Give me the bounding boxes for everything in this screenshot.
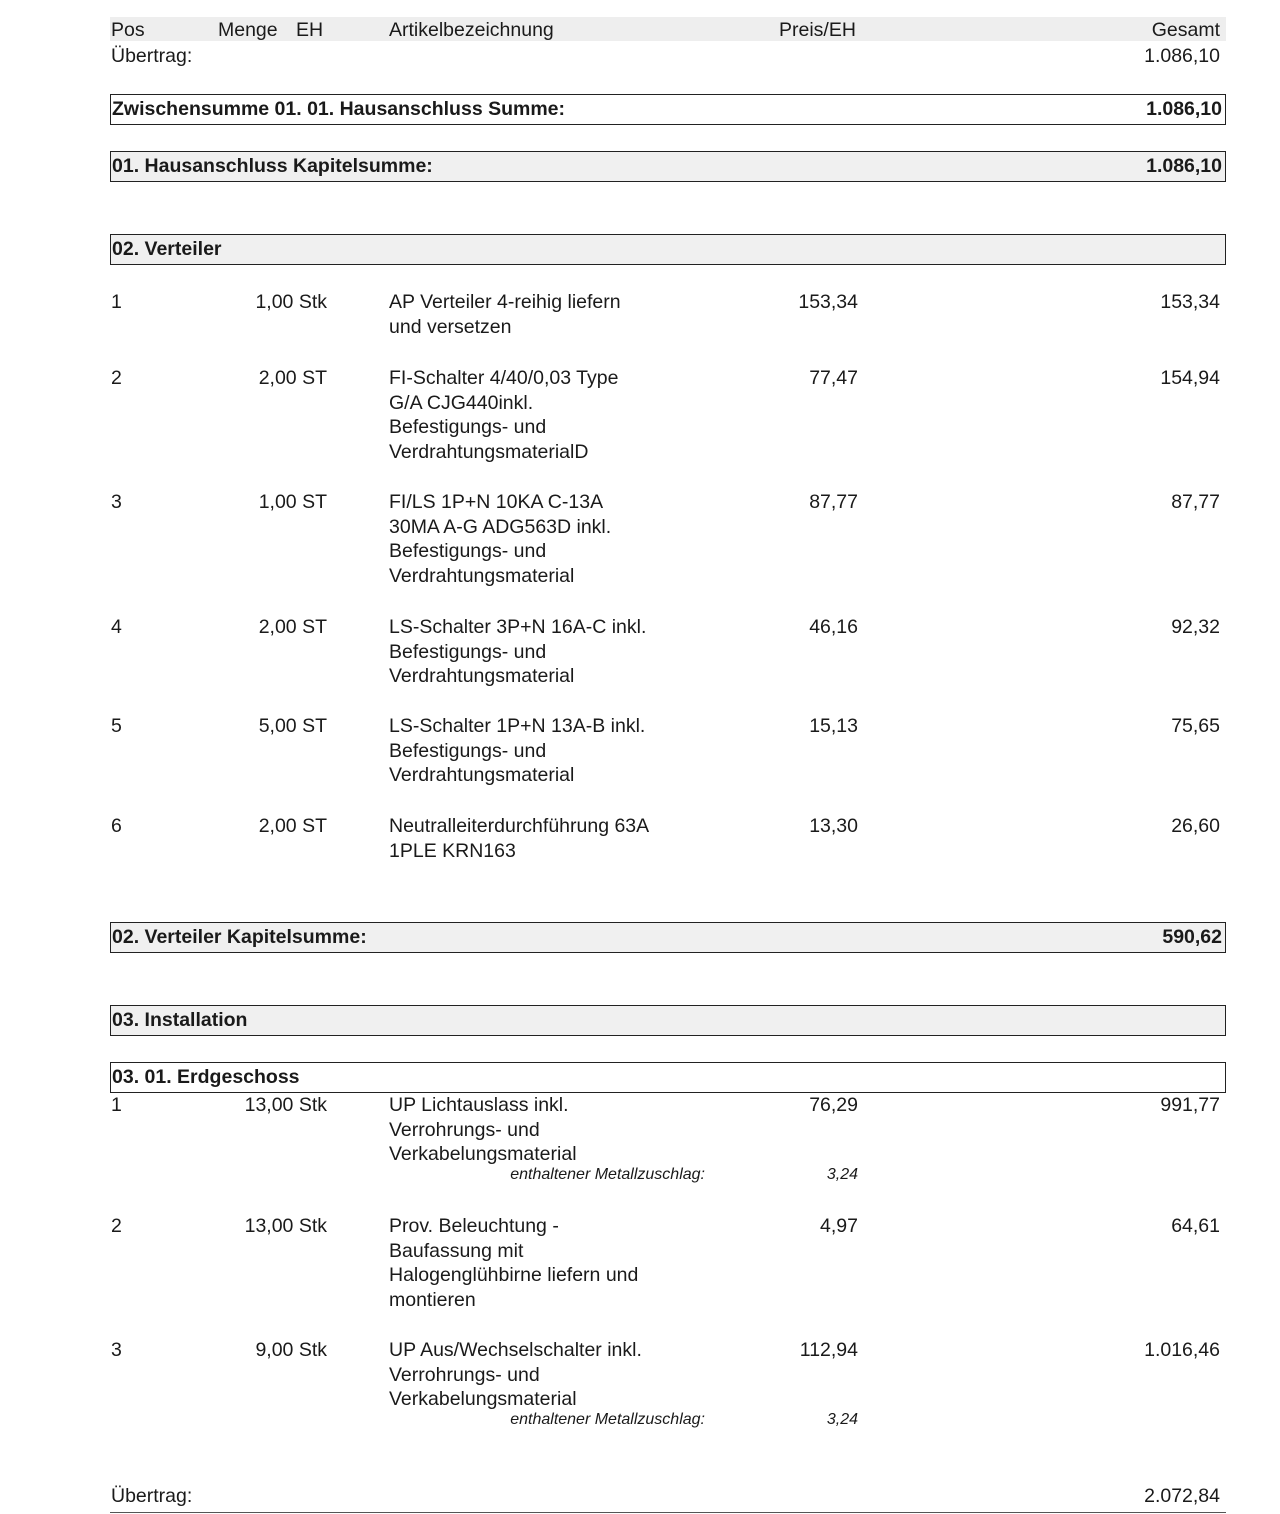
item-desc-line: Neutralleiterdurchführung 63A bbox=[389, 815, 650, 837]
item-desc-line: Verkabelungsmaterial bbox=[389, 1388, 577, 1410]
item-desc-line: Verdrahtungsmaterial bbox=[389, 564, 575, 587]
item-price: 153,34 bbox=[798, 291, 858, 313]
item-qty: 2,00 ST bbox=[258, 367, 327, 389]
item-qty: 1,00 ST bbox=[258, 491, 327, 513]
item-desc-line: 1PLE KRN163 bbox=[389, 839, 516, 862]
item-desc-line: Verrohrungs- und bbox=[389, 1118, 540, 1141]
subchapter-label: 03. 01. Erdgeschoss bbox=[112, 1066, 300, 1088]
metal-surcharge-value: 3,24 bbox=[826, 1165, 858, 1183]
item-desc-line: VerdrahtungsmaterialD bbox=[389, 440, 589, 463]
chapter-01-sum-value: 1.086,10 bbox=[1146, 155, 1222, 177]
item-pos: 5 bbox=[111, 715, 122, 737]
chapter-03-title-label: 03. Installation bbox=[112, 1009, 248, 1031]
item-total: 154,94 bbox=[1160, 367, 1220, 389]
header-artikel: Artikelbezeichnung bbox=[389, 19, 554, 41]
item-pos: 2 bbox=[111, 367, 122, 389]
item-desc-line: FI/LS 1P+N 10KA C-13A bbox=[389, 491, 604, 513]
header-pos: Pos bbox=[111, 19, 145, 41]
carry-out-value: 2.072,84 bbox=[1144, 1485, 1220, 1507]
item-desc-line: Verrohrungs- und bbox=[389, 1363, 540, 1386]
item-price: 13,30 bbox=[809, 815, 858, 837]
subchapter-erdgeschoss bbox=[110, 1062, 1226, 1093]
chapter-01-sum-label: 01. Hausanschluss Kapitelsumme: bbox=[112, 155, 433, 177]
item-price: 112,94 bbox=[799, 1339, 858, 1361]
carry-out-label: Übertrag: bbox=[111, 1485, 193, 1507]
chapter-02-sum-value: 590,62 bbox=[1162, 926, 1222, 948]
item-qty: 5,00 ST bbox=[258, 715, 327, 737]
item-total: 1.016,46 bbox=[1144, 1339, 1220, 1361]
metal-surcharge-label: enthaltener Metallzuschlag: bbox=[510, 1410, 705, 1428]
item-price: 15,13 bbox=[809, 715, 858, 737]
chapter-02-title-label: 02. Verteiler bbox=[112, 238, 222, 260]
item-price: 46,16 bbox=[809, 616, 858, 638]
item-desc-line: Verdrahtungsmaterial bbox=[389, 764, 575, 786]
metal-surcharge-label: enthaltener Metallzuschlag: bbox=[510, 1165, 705, 1183]
item-total: 26,60 bbox=[1171, 815, 1220, 837]
chapter-03-title bbox=[110, 1005, 1226, 1036]
header-eh: EH bbox=[296, 19, 324, 41]
item-total: 991,77 bbox=[1160, 1094, 1220, 1116]
item-pos: 4 bbox=[111, 616, 122, 638]
item-total: 75,65 bbox=[1171, 715, 1220, 737]
metal-surcharge-value: 3,24 bbox=[826, 1410, 858, 1428]
item-desc-line: Befestigungs- und bbox=[389, 540, 547, 562]
item-desc-line: Befestigungs- und bbox=[389, 739, 547, 762]
item-qty: 1,00 Stk bbox=[255, 291, 327, 313]
item-desc-line: Baufassung mit bbox=[389, 1239, 524, 1262]
item-price: 87,77 bbox=[809, 491, 858, 513]
item-desc-line: Befestigungs- und bbox=[389, 416, 547, 438]
chapter-02-sum bbox=[110, 922, 1226, 953]
item-desc-line: 30MA A-G ADG563D inkl. bbox=[389, 515, 612, 538]
item-desc-line: FI-Schalter 4/40/0,03 Type bbox=[389, 367, 619, 389]
subtotal-hausanschluss bbox=[110, 94, 1226, 125]
item-desc-line: Verdrahtungsmaterial bbox=[389, 665, 575, 687]
item-desc-line: Prov. Beleuchtung - bbox=[389, 1215, 559, 1237]
carry-in-label: Übertrag: bbox=[111, 45, 193, 67]
bottom-rule bbox=[110, 1512, 1226, 1513]
chapter-01-sum bbox=[110, 151, 1226, 182]
item-desc-line: LS-Schalter 1P+N 13A-B inkl. bbox=[389, 715, 646, 737]
item-total: 153,34 bbox=[1160, 291, 1220, 313]
item-pos: 2 bbox=[111, 1215, 122, 1237]
header-preis: Preis/EH bbox=[779, 19, 856, 41]
item-total: 92,32 bbox=[1171, 616, 1220, 638]
item-desc-line: montieren bbox=[389, 1288, 476, 1311]
item-qty: 13,00 Stk bbox=[244, 1215, 327, 1237]
item-desc-line: Verkabelungsmaterial bbox=[389, 1143, 577, 1165]
item-pos: 1 bbox=[111, 291, 122, 313]
item-price: 4,97 bbox=[820, 1215, 858, 1237]
item-qty: 13,00 Stk bbox=[244, 1094, 327, 1116]
item-desc-line: Befestigungs- und bbox=[389, 640, 547, 663]
item-desc-line: LS-Schalter 3P+N 16A-C inkl. bbox=[389, 616, 647, 638]
item-qty: 2,00 ST bbox=[258, 815, 327, 837]
chapter-02-sum-label: 02. Verteiler Kapitelsumme: bbox=[112, 926, 367, 948]
carry-in-value: 1.086,10 bbox=[1144, 45, 1220, 67]
item-qty: 2,00 ST bbox=[258, 616, 327, 638]
header-menge: Menge bbox=[218, 19, 278, 41]
subtotal-value: 1.086,10 bbox=[1146, 98, 1222, 120]
subtotal-label: Zwischensumme 01. 01. Hausanschluss Summe: bbox=[112, 98, 566, 120]
item-desc-line: UP Lichtauslass inkl. bbox=[389, 1094, 569, 1116]
item-pos: 1 bbox=[111, 1094, 122, 1116]
item-desc-line: AP Verteiler 4-reihig liefern bbox=[389, 291, 621, 313]
item-pos: 3 bbox=[111, 1339, 122, 1361]
item-desc-line: und versetzen bbox=[389, 315, 512, 338]
item-price: 76,29 bbox=[809, 1094, 858, 1116]
item-desc-line: UP Aus/Wechselschalter inkl. bbox=[389, 1339, 642, 1361]
item-total: 64,61 bbox=[1171, 1215, 1220, 1237]
chapter-02-title bbox=[110, 234, 1226, 265]
item-qty: 9,00 Stk bbox=[255, 1339, 327, 1361]
item-desc-line: Halogenglühbirne liefern und bbox=[389, 1264, 639, 1286]
item-pos: 6 bbox=[111, 815, 122, 837]
header-gesamt: Gesamt bbox=[1151, 19, 1220, 41]
item-price: 77,47 bbox=[809, 367, 858, 389]
item-pos: 3 bbox=[111, 491, 122, 513]
item-total: 87,77 bbox=[1171, 491, 1220, 513]
item-desc-line: G/A CJG440inkl. bbox=[389, 391, 534, 414]
